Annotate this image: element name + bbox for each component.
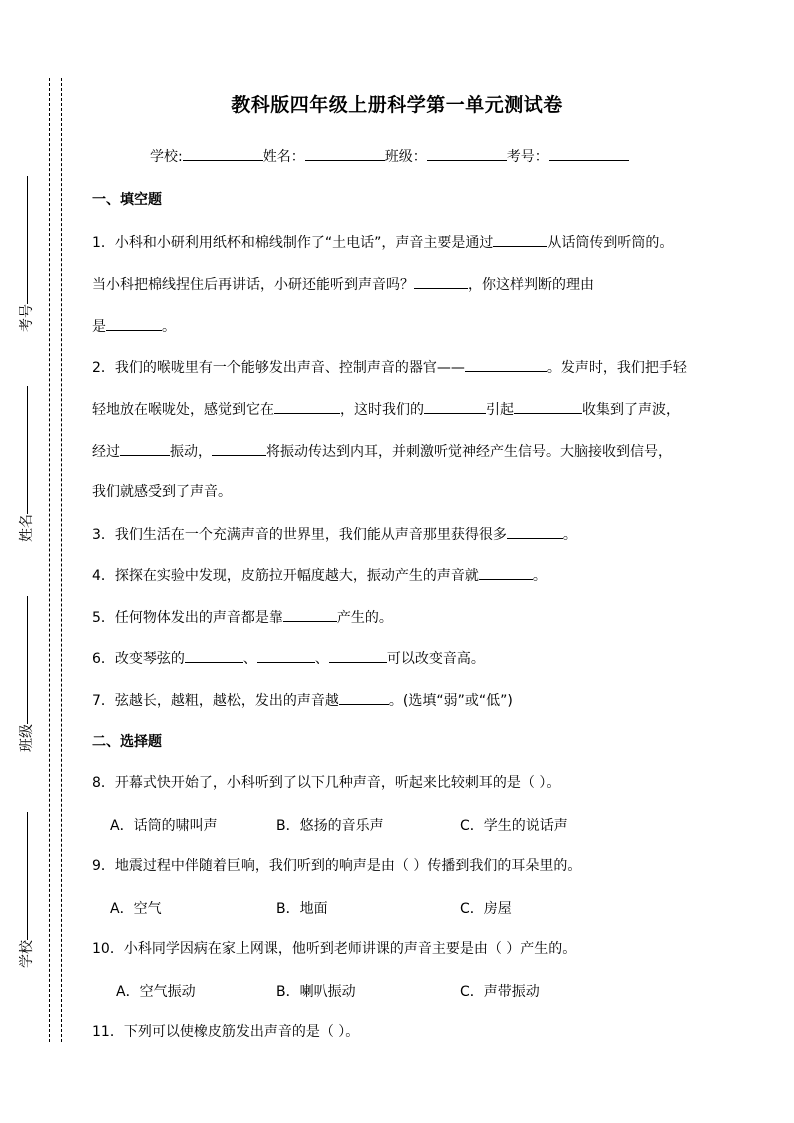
margin-field-rule — [27, 386, 28, 514]
q6-text: 、 — [314, 651, 329, 667]
q10-option-b[interactable]: B．喇叭振动 — [276, 984, 356, 1000]
number-label: 考号： — [506, 149, 549, 165]
question-6 — [92, 648, 485, 669]
q6-text: 可以改变音高。 — [386, 651, 485, 667]
margin-field-label: 学校 — [19, 940, 35, 968]
school-blank[interactable] — [183, 146, 263, 161]
q9-option-c[interactable]: C．房屋 — [460, 901, 512, 917]
question-5 — [92, 607, 393, 628]
q3-text: 3．我们生活在一个充满声音的世界里，我们能从声音那里获得很多 — [92, 527, 507, 543]
question-1-line-3 — [92, 316, 176, 337]
number-blank[interactable] — [549, 146, 629, 161]
q7-blank[interactable] — [339, 690, 389, 705]
question-1-line-2 — [92, 274, 594, 295]
question-2-line-2 — [92, 399, 680, 420]
binding-dashed-line-inner — [61, 78, 62, 1042]
q5-text: 5．任何物体发出的声音都是靠 — [92, 610, 283, 626]
q1-text: 1．小科和小研利用纸杯和棉线制作了“土电话”，声音主要是通过 — [92, 235, 494, 251]
margin-field-label: 考号 — [19, 304, 35, 332]
margin-field-rule — [27, 812, 28, 940]
name-blank[interactable] — [305, 146, 385, 161]
q6-blank-2[interactable] — [257, 648, 315, 663]
question-4 — [92, 565, 547, 586]
q2-text: 经过 — [92, 444, 120, 460]
question-3 — [92, 524, 577, 545]
q3-blank[interactable] — [507, 524, 563, 539]
question-2-line-3 — [92, 441, 672, 462]
margin-field-class — [12, 596, 35, 756]
class-label: 班级： — [384, 149, 427, 165]
q7-text: 7．弦越长，越粗，越松，发出的声音越 — [92, 693, 339, 709]
q2-text: 我们就感受到了声音。 — [92, 484, 232, 500]
q1-text: ，你这样判断的理由 — [468, 277, 594, 293]
binding-dashed-line-outer — [49, 78, 50, 1042]
q2-text: ，这时我们的 — [340, 402, 424, 418]
q2-blank-5[interactable] — [120, 441, 170, 456]
name-label: 姓名： — [262, 149, 305, 165]
q10-option-c[interactable]: C．声带振动 — [460, 984, 540, 1000]
q6-text: 6．改变琴弦的 — [92, 651, 185, 667]
q7-text: 。(选填“弱”或“低”) — [388, 693, 513, 709]
margin-field-school — [12, 812, 35, 972]
q2-text: 引起 — [486, 402, 514, 418]
class-blank[interactable] — [427, 146, 507, 161]
q6-blank-3[interactable] — [329, 648, 387, 663]
margin-field-number — [12, 176, 35, 336]
question-2-line-1 — [92, 357, 687, 378]
question-10-stem: 10．小科同学因病在家上网课，他听到老师讲课的声音主要是由（ ）产生的。 — [92, 941, 577, 957]
q2-text: 振动， — [170, 444, 212, 460]
q2-blank-1[interactable] — [465, 357, 547, 372]
q8-option-c[interactable]: C．学生的说话声 — [460, 818, 568, 834]
q2-blank-6[interactable] — [212, 441, 266, 456]
q6-text: 、 — [242, 651, 257, 667]
q1-blank-1[interactable] — [493, 232, 547, 247]
section-heading-multiple-choice: 二、选择题 — [92, 734, 162, 750]
q8-option-b[interactable]: B．悠扬的音乐声 — [276, 818, 384, 834]
q8-option-a[interactable]: A．话筒的啸叫声 — [110, 818, 218, 834]
q1-blank-3[interactable] — [106, 316, 162, 331]
margin-field-name — [12, 386, 35, 546]
q1-text: 。 — [162, 319, 176, 335]
school-label: 学校: — [150, 149, 183, 165]
q4-text: 4．探探在实验中发现，皮筋拉开幅度越大，振动产生的声音就 — [92, 568, 479, 584]
question-8-stem: 8．开幕式快开始了，小科听到了以下几种声音，听起来比较刺耳的是（ ）。 — [92, 775, 561, 791]
q2-text: 。发声时，我们把手轻 — [546, 360, 687, 376]
margin-field-label: 姓名 — [19, 514, 35, 542]
q4-text: 。 — [532, 568, 547, 584]
margin-field-rule — [27, 176, 28, 304]
q2-text: 收集到了声波， — [582, 402, 680, 418]
q2-blank-4[interactable] — [514, 399, 582, 414]
q9-option-b[interactable]: B．地面 — [276, 901, 328, 917]
question-7 — [92, 690, 513, 711]
q1-text: 当小科把棉线捏住后再讲话，小研还能听到声音吗？ — [92, 277, 414, 293]
student-info-line — [150, 146, 629, 166]
q5-blank[interactable] — [283, 607, 337, 622]
q6-blank-1[interactable] — [185, 648, 243, 663]
q1-text: 从话筒传到听筒的。 — [547, 235, 674, 251]
q5-text: 产生的。 — [336, 610, 393, 626]
question-11-stem: 11．下列可以使橡皮筋发出声音的是（ ）。 — [92, 1024, 360, 1040]
q2-text: 将振动传达到内耳，并刺激听觉神经产生信号。大脑接收到信号， — [266, 444, 672, 460]
q2-blank-3[interactable] — [424, 399, 486, 414]
question-1-line-1 — [92, 232, 673, 253]
margin-field-label: 班级 — [19, 724, 35, 752]
section-heading-fill-in: 一、填空题 — [92, 192, 162, 208]
q3-text: 。 — [562, 527, 577, 543]
q2-text: 2．我们的喉咙里有一个能够发出声音、控制声音的器官—— — [92, 360, 465, 376]
q2-text: 轻地放在喉咙处，感觉到它在 — [92, 402, 274, 418]
page-title: 教科版四年级上册科学第一单元测试卷 — [231, 94, 563, 116]
q2-blank-2[interactable] — [274, 399, 340, 414]
margin-field-rule — [27, 596, 28, 724]
q10-option-a[interactable]: A．空气振动 — [116, 984, 196, 1000]
question-9-stem: 9．地震过程中伴随着巨响，我们听到的响声是由（ ）传播到我们的耳朵里的。 — [92, 858, 582, 874]
q4-blank[interactable] — [479, 565, 533, 580]
q1-blank-2[interactable] — [414, 274, 468, 289]
question-2-line-4 — [92, 482, 232, 502]
q1-text: 是 — [92, 319, 106, 335]
q9-option-a[interactable]: A．空气 — [110, 901, 162, 917]
